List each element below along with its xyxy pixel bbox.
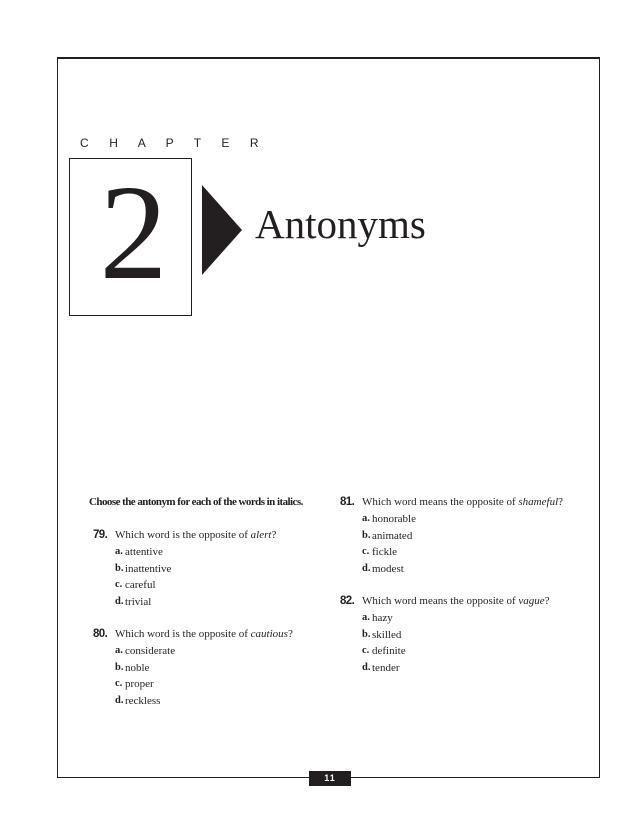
chapter-number-box	[69, 158, 192, 316]
question-number: 82.	[340, 595, 355, 607]
question-text: Which word is the opposite of cautious?	[115, 628, 293, 640]
question-number: 81.	[340, 496, 355, 508]
instructions: Choose the antonym for each of the words in italics.	[89, 496, 303, 508]
question-text: Which word is the opposite of alert?	[115, 529, 277, 541]
page-frame-top-rule	[57, 57, 600, 59]
chapter-title: Antonyms	[255, 201, 426, 247]
question-number: 79.	[93, 529, 108, 541]
question-text: Which word means the opposite of vague?	[362, 595, 550, 607]
page-number: 11	[324, 773, 336, 783]
question-keyword: vague	[518, 595, 545, 607]
question-number: 80.	[93, 628, 108, 640]
question-text: Which word means the opposite of shameful?	[362, 496, 564, 508]
question-keyword: shameful	[518, 496, 559, 508]
triangle-arrow-icon	[202, 185, 242, 275]
chapter-number: 2	[99, 158, 164, 308]
question-keyword: alert	[250, 529, 272, 541]
question-keyword: cautious	[250, 628, 288, 640]
chapter-label: C H A P T E R	[80, 136, 268, 150]
